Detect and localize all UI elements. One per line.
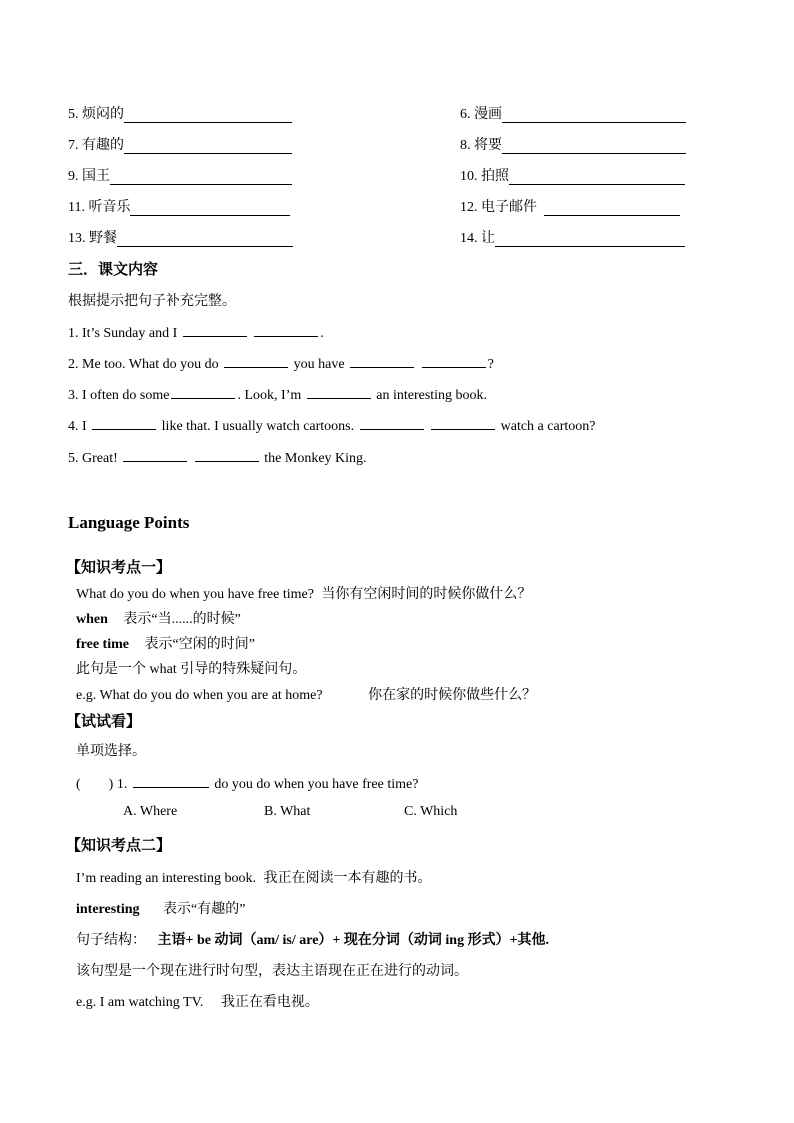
sentence-4 [68, 415, 595, 435]
answer-blank[interactable] [509, 168, 685, 185]
answer-blank[interactable] [123, 447, 187, 462]
vocab-number: 12. [460, 200, 478, 215]
vocab-item [460, 196, 680, 216]
vocab-number: 11. [68, 200, 85, 215]
example-chinese: 我正在看电视。 [220, 995, 319, 1010]
term-description: 表示“当......的时候” [123, 612, 241, 627]
sentence-5 [68, 447, 367, 467]
vocab-item [68, 103, 292, 123]
kp2-structure [76, 929, 549, 949]
vocab-row [68, 134, 708, 154]
kp1-example [76, 583, 531, 603]
vocab-row [68, 196, 708, 216]
vocab-word: 野餐 [89, 231, 117, 246]
vocab-word: 让 [481, 231, 495, 246]
sentence-text: 3. I often do some [68, 388, 170, 403]
vocab-row [68, 227, 708, 247]
sentence-2 [68, 353, 494, 373]
answer-paren-open: ( [76, 777, 81, 792]
vocab-number: 6. [460, 107, 471, 122]
example-chinese: 你在家的时候你做些什么？ [368, 688, 537, 703]
vocab-item [460, 227, 685, 247]
answer-blank[interactable] [195, 447, 259, 462]
note-text: 引导的特殊疑问句。 [180, 662, 307, 677]
answer-blank[interactable] [183, 322, 247, 337]
answer-blank[interactable] [350, 353, 414, 368]
answer-blank[interactable] [254, 322, 318, 337]
sentence-text: watch a cartoon? [500, 419, 596, 434]
answer-blank[interactable] [544, 199, 680, 216]
vocab-word: 漫画 [474, 107, 502, 122]
example-chinese: 当你有空闲时间的时候你做什么？ [321, 587, 532, 602]
kp1-note [76, 658, 306, 678]
note-text: 此句是一个 [76, 662, 146, 677]
term: interesting [76, 902, 140, 917]
vocab-item [460, 134, 686, 154]
example-english: e.g. I am watching TV. [76, 995, 204, 1010]
example-chinese: 我正在阅读一本有趣的书。 [263, 871, 432, 886]
answer-blank[interactable] [307, 384, 371, 399]
try-question-1 [76, 773, 418, 793]
answer-blank[interactable] [502, 106, 686, 123]
term: when [76, 612, 108, 627]
term-description: 表示“有趣的” [163, 902, 246, 917]
answer-blank[interactable] [431, 415, 495, 430]
vocab-word: 拍照 [481, 169, 509, 184]
vocab-item [68, 227, 293, 247]
answer-blank[interactable] [124, 106, 292, 123]
vocab-number: 5. [68, 107, 79, 122]
structure-label: 句子结构： [76, 933, 146, 948]
answer-blank[interactable] [130, 199, 290, 216]
vocab-item [68, 134, 292, 154]
vocab-item [68, 165, 292, 185]
knowledge-point-1-title: 【知识考点一】 [66, 560, 172, 576]
kp2-note: 该句型是一个现在进行时句型，表达主语现在正在进行的动词。 [76, 964, 468, 979]
kp2-eg [76, 991, 319, 1011]
vocab-number: 14. [460, 231, 478, 246]
kp1-eg [76, 684, 536, 704]
answer-blank[interactable] [171, 384, 235, 399]
sentence-text: the Monkey King. [264, 451, 367, 466]
kp2-term [76, 898, 245, 918]
answer-blank[interactable] [495, 230, 685, 247]
vocab-word: 将要 [474, 138, 502, 153]
sentence-text: like that. I usually watch cartoons. [161, 419, 355, 434]
sentence-text: 4. I [68, 419, 87, 434]
sentence-text: . Look, I’m [237, 388, 302, 403]
kp1-when [76, 608, 241, 628]
example-english: What do you do when you have free time? [76, 587, 314, 602]
structure-formula: 主语+ be 动词（am/ is/ are）+ 现在分词（动词 ing 形式）+其他. [157, 933, 550, 948]
vocab-word: 烦闷的 [82, 107, 124, 122]
note-keyword: what [149, 662, 177, 677]
answer-blank[interactable] [124, 137, 292, 154]
sentence-3 [68, 384, 487, 404]
option-b[interactable]: B. What [264, 804, 311, 819]
vocab-word: 听音乐 [88, 200, 131, 215]
answer-blank[interactable] [360, 415, 424, 430]
knowledge-point-2-title: 【知识考点二】 [66, 838, 172, 854]
answer-blank[interactable] [502, 137, 686, 154]
sentence-text: an interesting book. [376, 388, 488, 403]
option-a[interactable]: A. Where [123, 804, 178, 819]
vocab-word: 有趣的 [82, 138, 124, 153]
kp1-free-time [76, 633, 255, 653]
example-english: I’m reading an interesting book. [76, 871, 257, 886]
vocab-item [460, 165, 685, 185]
answer-blank[interactable] [117, 230, 293, 247]
sentence-text: ? [487, 357, 494, 372]
sentence-text: 1. It’s Sunday and I [68, 326, 178, 341]
example-english: e.g. What do you do when you are at home? [76, 688, 323, 703]
answer-blank[interactable] [110, 168, 292, 185]
answer-blank[interactable] [422, 353, 486, 368]
vocab-number: 7. [68, 138, 79, 153]
answer-blank[interactable] [92, 415, 156, 430]
sentence-text: 5. Great! [68, 451, 118, 466]
question-text: do you do when you have free time? [214, 777, 419, 792]
try-instruction: 单项选择。 [76, 744, 146, 759]
sentence-text: 2. Me too. What do you do [68, 357, 219, 372]
option-c[interactable]: C. Which [404, 804, 458, 819]
section-title: 三．课文内容 [68, 262, 159, 278]
term-description: 表示“空闲的时间” [144, 637, 255, 652]
sentence-text: you have [293, 357, 345, 372]
vocab-number: 8. [460, 138, 471, 153]
vocab-number: 9. [68, 169, 79, 184]
vocab-row [68, 103, 708, 123]
vocab-item [68, 196, 290, 216]
vocab-word: 电子邮件 [481, 200, 537, 215]
term: free time [76, 637, 129, 652]
vocab-number: 13. [68, 231, 86, 246]
answer-blank[interactable] [224, 353, 288, 368]
try-it-title: 【试试看】 [66, 714, 142, 730]
language-points-title: Language Points [68, 513, 190, 532]
question-number: ) 1. [108, 777, 128, 792]
section-instruction: 根据提示把句子补充完整。 [68, 294, 236, 309]
vocab-word: 国王 [82, 169, 110, 184]
vocab-number: 10. [460, 169, 478, 184]
answer-blank[interactable] [133, 773, 209, 788]
vocab-row [68, 165, 708, 185]
sentence-1 [68, 322, 324, 342]
sentence-text: . [320, 326, 324, 341]
vocab-item [460, 103, 686, 123]
kp2-example [76, 867, 432, 887]
